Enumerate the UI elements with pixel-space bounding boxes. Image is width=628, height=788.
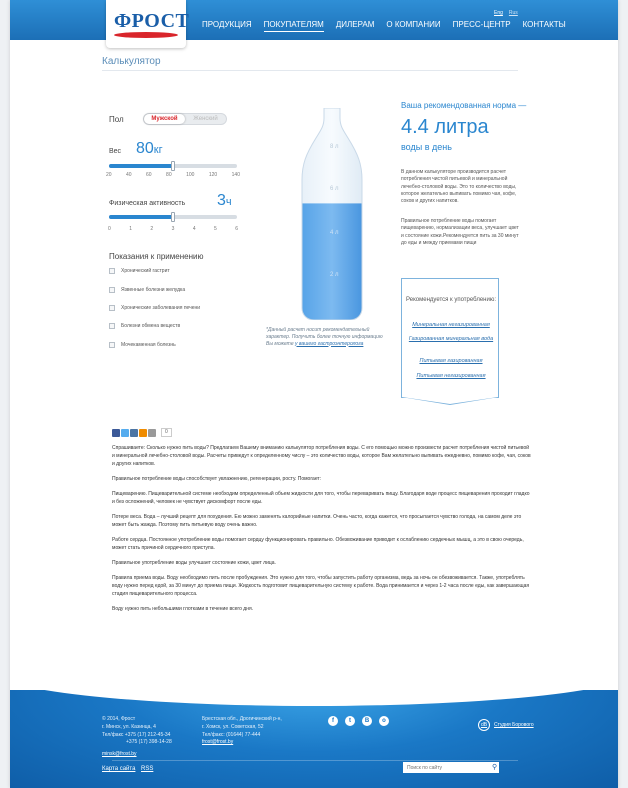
studio-link[interactable] [478,719,534,731]
article-paragraph: Потере веса. Вода – лучший рецепт для похудения. Ею можно заменять калорийные напитки. Очень часто, когда кажется, что просыпается чувство голода, на самом деле это может быть жажда. Поэтому пить питьевую воду очень важно. [112,514,522,528]
share-count: 0 [161,428,172,437]
footer-contacts-khomsk [202,716,282,747]
weight-value: 80 [136,140,154,157]
card-title: Рекомендуется к употреблению: [406,297,496,303]
footer-address: Брестская обл., Дрогичинский р-н, [202,716,282,722]
activity-slider-fill [109,215,173,219]
social-vk-icon[interactable]: В [362,716,372,726]
activity-value-display [217,192,232,210]
product-link[interactable]: Газированная минеральная вода [408,336,494,342]
footer-address: г. Минск, ул. Казинца, 4 [102,723,156,730]
checkbox[interactable] [109,342,115,348]
nav-item-products[interactable]: ПРОДУКЦИЯ [202,20,252,29]
condition-item[interactable] [109,323,180,329]
article-paragraph: Воду нужно пить небольшими глотками в течение всего дня. [112,606,254,612]
gender-label: Пол [109,115,124,124]
page-title: Калькулятор [102,56,161,67]
gender-option-female[interactable]: Женский [193,116,218,122]
main-nav [202,20,566,32]
bottle-mark: 8 л [330,144,339,150]
condition-item[interactable] [109,287,185,293]
title-divider [102,70,518,71]
article-paragraph: Правильное потребление воды способствует увлажнению, регенерации, росту. Помогает: [112,476,322,482]
logo-swoosh-icon [114,32,178,38]
recommendation-per: воды в день [401,142,452,152]
weight-value-display [136,140,163,158]
share-twitter-icon[interactable] [121,429,129,437]
social-twitter-icon[interactable]: t [345,716,355,726]
article [112,444,532,620]
product-link[interactable]: Питьевая негазированная [416,373,486,379]
gender-option-male[interactable]: Мужской [144,114,185,124]
footer-email[interactable]: frost@frost.by [202,739,234,746]
article-paragraph: Спрашиваете: Сколько нужно пить воды? Предлагаем Вашему вниманию калькулятор потребления воды. С его помощью можно произвести расчет потребления чистой питьевой и минеральной лечебно-столовой воды. Расчеты приведут к определенному числу – это количество воды, которое Вам желательно выпивать ежедневно, помимо кофе, чая, соков и других напитков. [112,445,531,467]
nav-item-press[interactable]: ПРЕСС-ЦЕНТР [452,20,511,29]
nav-item-about[interactable]: О КОМПАНИИ [386,20,441,29]
condition-label: Хронические заболевания печени [121,305,201,311]
weight-tick: 120 [208,172,218,178]
activity-tick: 2 [150,226,154,232]
footer-wave [10,670,618,706]
disclaimer-link[interactable]: у вашего гастроэнтеролога [295,340,364,347]
studio-name: Студия Борового [494,722,534,728]
share-facebook-icon[interactable] [112,429,120,437]
activity-tick: 3 [171,226,175,232]
share-vk-icon[interactable] [130,429,138,437]
share-more-icon[interactable] [148,429,156,437]
checkbox[interactable] [109,305,115,311]
footer-phone: Тел/факс: (01644) 77-444 [202,731,261,738]
activity-tick: 0 [108,226,111,232]
weight-tick: 100 [186,172,195,178]
footer-address: г. Хомск, ул. Советская, 52 [202,723,264,730]
logo[interactable] [106,0,190,48]
lang-eng[interactable]: Eng [494,10,503,16]
article-paragraph: Правильное употребление воды улучшает состояние кожи, цвет лица. [112,560,276,566]
search-input[interactable] [403,762,499,773]
card-pointer-inner [402,397,498,404]
condition-label: Хронический гастрит [121,268,170,274]
product-link[interactable]: Питьевая газированная [419,358,483,364]
share-ok-icon[interactable] [139,429,147,437]
bottle-mark: 2 л [330,272,339,278]
header [10,0,618,40]
checkbox[interactable] [109,323,115,329]
weight-slider-fill [109,164,173,168]
page [10,0,618,788]
rss-link[interactable]: RSS [141,766,154,772]
footer-contacts-minsk [102,716,172,759]
studio-logo-icon: dB [478,719,490,731]
social-ok-icon[interactable]: о [379,716,389,726]
recommendation-text: В данном калькуляторе производится расчет потребления чистой питьевой и минеральной лечебно-столовой воды. Это то количество воды, которое желательно выпивать помимо чая, кофе, соков и других напитков. [401,169,517,204]
disclaimer-note [266,327,384,347]
activity-value: 3 [217,192,226,209]
weight-tick: 80 [166,172,172,178]
logo-text: ФРОСТ [114,10,190,32]
footer-divider [112,760,518,761]
article-paragraph: Пищеварению. Пищеварительной системе необходим определенный объем жидкости для того, чтобы переваривать пищу. Благодаря воде процесс пищеварения проходит гладко и без осложнений, человек не чувствует дискомфорт после еды. [112,491,530,505]
article-paragraph: Правила приема воды. Воду необходимо пить после пробуждения. Это нужно для того, чтобы запустить работу организма, ведь за ночь он обезвоживается. Также, употреблять воду нужно перед едой, за 30 минут до приема пищи. Жидкость подготовит пищеварительную систему к работе. Вода принимается и через 1-2 часа после еды, как завершающая стадия пищеварительного процесса. [112,575,530,597]
water-bottle-icon [296,108,368,320]
activity-label: Физическая активность [109,200,186,207]
bottle-mark: 4 л [330,230,339,236]
weight-tick: 40 [126,172,132,178]
condition-item[interactable] [109,305,200,311]
activity-tick: 5 [214,226,217,232]
article-paragraph: Работе сердца. Постоянное употребление воды помогает сердцу функционировать правильно. Обезвоживание приводит к ослаблению сердечных мышц, а это в свою очередь, может стать причиной сердечного приступа. [112,537,524,551]
recommended-products-card [401,278,499,398]
weight-ticks [106,172,240,178]
product-link[interactable]: Минеральная негазированная [412,322,490,328]
activity-tick: 4 [192,226,196,232]
weight-tick: 20 [106,172,112,178]
footer-email[interactable]: minsk@frost.by [102,751,137,757]
disclaimer-text: *Данный расчет носит рекомендательный характер. Получить более точную информацию Вы можете [266,327,383,347]
nav-item-contacts[interactable]: КОНТАКТЫ [522,20,566,29]
condition-item[interactable] [109,268,170,274]
activity-ticks [108,226,238,232]
activity-tick: 1 [129,226,132,232]
gender-toggle[interactable] [143,113,227,125]
weight-tick: 60 [146,172,152,178]
nav-item-dealers[interactable]: ДИЛЕРАМ [335,20,375,29]
sitemap-link[interactable]: Карта сайта [102,766,136,772]
condition-label: Болезни обмена веществ [121,323,181,329]
magnifier-icon[interactable]: ⚲ [492,764,498,771]
nav-item-customers[interactable]: ПОКУПАТЕЛЯМ [264,20,324,32]
condition-item[interactable] [109,342,176,348]
share-bar [112,428,172,437]
condition-label: Язвенные болезни желудка [121,287,186,293]
footer-phone: +375 (17) 398-14-28 [126,739,172,746]
bottle-mark: 6 л [330,186,339,192]
conditions-title: Показания к применению [109,252,204,261]
footer-copyright: © 2014, Фрост [102,716,136,722]
activity-tick: 6 [235,226,238,232]
recommendation-text: Правильное потребление воды помогает пищеварению, нормализации веса, улучшает цвет и состояние кожи.Рекомендуется пить за 30 минут до еды и между приемами пищи [401,218,519,246]
checkbox[interactable] [109,268,115,274]
language-switch [494,10,518,16]
lang-rus[interactable]: Rus [508,10,518,16]
weight-unit: кг [153,144,163,156]
activity-unit: ч [225,196,232,208]
social-facebook-icon[interactable]: f [328,716,338,726]
weight-label: Вес [109,148,122,155]
activity-slider-handle[interactable] [171,212,175,222]
recommendation-heading: Ваша рекомендованная норма — [401,101,527,110]
weight-slider-handle[interactable] [171,161,175,171]
condition-label: Мочекаменная болезнь [121,342,176,348]
footer-phone: Тел/факс +375 (17) 212-45-34 [102,731,171,738]
recommendation-amount: 4.4 литра [401,116,489,138]
checkbox[interactable] [109,287,115,293]
weight-tick: 140 [231,172,240,178]
